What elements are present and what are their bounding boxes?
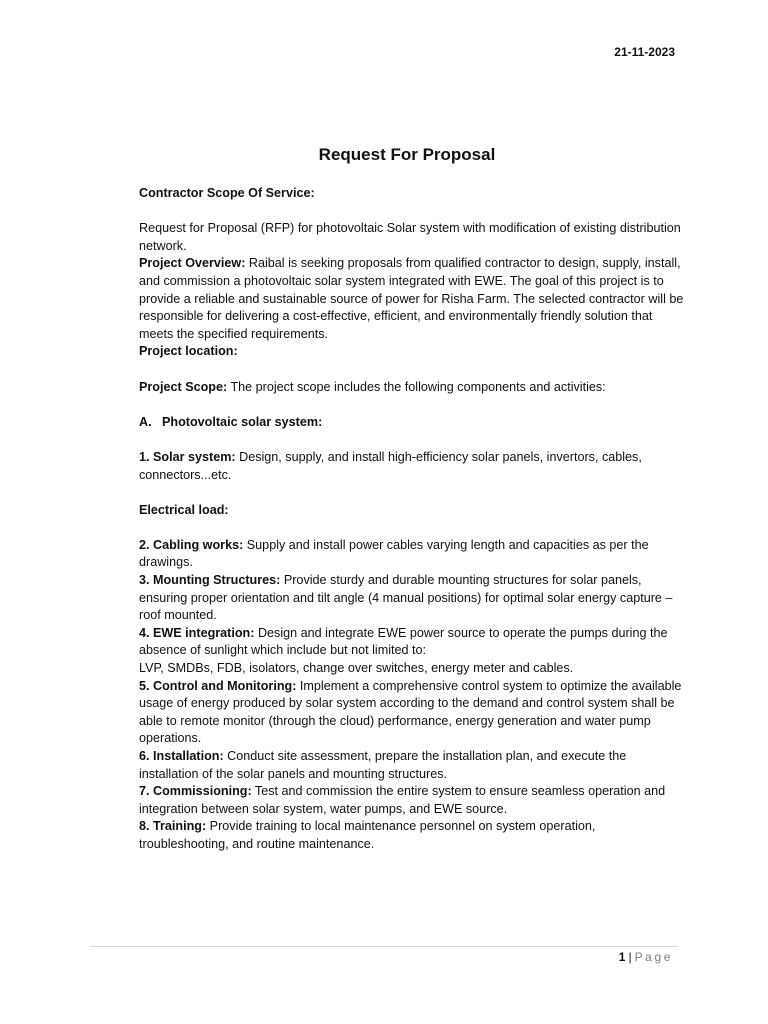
control-paragraph <box>139 678 684 748</box>
document-body <box>139 185 684 854</box>
mounting-paragraph <box>139 572 684 625</box>
overview-label: Project Overview: <box>139 256 246 271</box>
training-text: Provide training to local maintenance personnel on system operation, troubleshooting, and routine maintenance. <box>139 819 596 851</box>
overview-text: Raibal is seeking proposals from qualified contractor to design, supply, install, and commission a photovoltaic solar system integrated with EWE. The goal of this project is to provide a reliable and sustainable source of power for Risha Farm. The selected contractor will be responsible for delivering a cost-effective, efficient, and environmentally friendly solution that meets the specified requirements. <box>139 256 684 341</box>
training-paragraph <box>139 818 684 853</box>
overview-paragraph <box>139 255 684 343</box>
training-label: 8. Training: <box>139 819 207 834</box>
ewe-label: 4. EWE integration: <box>139 625 255 640</box>
solar-text: Design, supply, and install high-efficiency solar panels, invertors, cables, connectors...etc. <box>139 449 642 482</box>
page-label: Page <box>634 950 673 964</box>
page-separator: | <box>628 950 632 964</box>
ewe-paragraph <box>139 625 684 660</box>
commissioning-paragraph <box>139 783 684 818</box>
installation-text: Conduct site assessment, prepare the installation plan, and execute the installation of the solar panels and mounting structures. <box>139 749 627 781</box>
footer-divider <box>90 946 678 947</box>
item-a <box>139 414 684 432</box>
commissioning-label: 7. Commissioning: <box>139 784 252 799</box>
document-date: 21-11-2023 <box>614 45 675 59</box>
commissioning-text: Test and commission the entire system to ensure seamless operation and integration between solar system, water pumps, and EWE source. <box>139 784 666 816</box>
mounting-label: 3. Mounting Structures: <box>139 573 281 588</box>
location-label: Project location: <box>139 344 238 359</box>
mounting-text: Provide sturdy and durable mounting structures for solar panels, ensuring proper orientation and tilt angle (4 manual positions) for optimal solar energy capture – roof mounted. <box>139 573 673 623</box>
page-footer <box>619 950 673 964</box>
cabling-label: 2. Cabling works: <box>139 537 244 552</box>
scope-heading: Contractor Scope Of Service: <box>139 186 315 200</box>
installation-paragraph <box>139 748 684 783</box>
installation-label: 6. Installation: <box>139 749 224 763</box>
solar-system-paragraph <box>139 449 684 484</box>
document-title: Request For Proposal <box>318 145 496 164</box>
ewe-list: LVP, SMDBs, FDB, isolators, change over switches, energy meter and cables. <box>139 661 574 676</box>
item-a-text: Photovoltaic solar system: <box>162 414 323 429</box>
project-scope-paragraph <box>139 379 684 397</box>
cabling-text: Supply and install power cables varying length and capacities as per the drawings. <box>139 537 649 570</box>
control-label: 5. Control and Monitoring: <box>139 678 297 693</box>
project-scope-label: Project Scope: <box>139 379 228 394</box>
item-a-letter: A. <box>139 414 152 429</box>
cabling-paragraph <box>139 537 684 572</box>
page-number: 1 <box>618 950 626 964</box>
control-text: Implement a comprehensive control system to optimize the available usage of energy produced by solar system according to the demand and control system shall be able to remote monitor (through the cloud) performance, energy generation and water pump operations. <box>139 678 682 746</box>
ewe-text: Design and integrate EWE power source to operate the pumps during the absence of sunlight which include but not limited to: <box>139 625 668 658</box>
electrical-load-label: Electrical load: <box>139 502 229 517</box>
intro-paragraph: Request for Proposal (RFP) for photovoltaic Solar system with modification of existing distribution network. <box>139 221 681 253</box>
project-scope-text: The project scope includes the following components and activities: <box>227 379 606 394</box>
solar-label: 1. Solar system: <box>139 449 236 464</box>
